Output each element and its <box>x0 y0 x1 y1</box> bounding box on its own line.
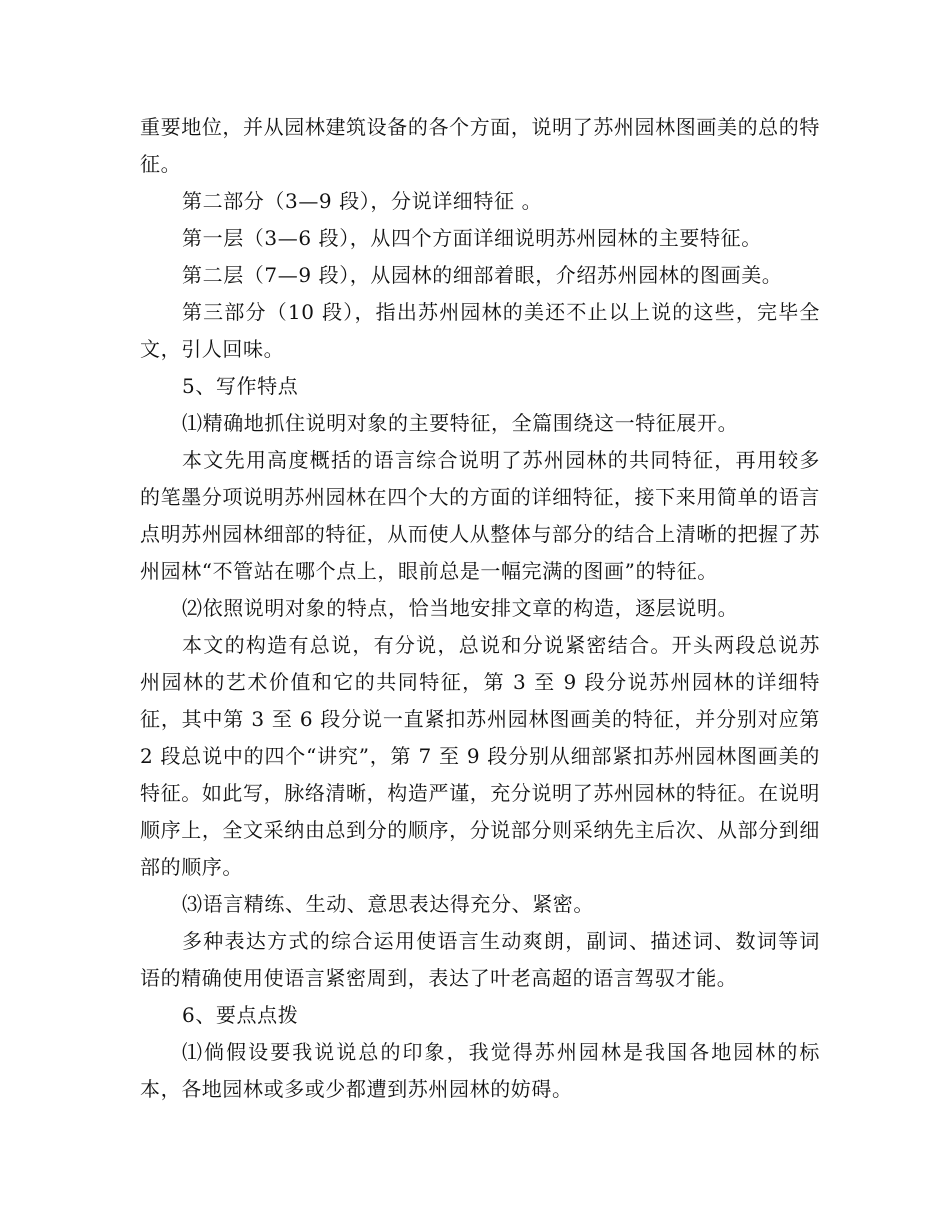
section-heading: 6、要点点拨 <box>182 1003 299 1027</box>
section-heading: 5、写作特点 <box>182 374 299 398</box>
paragraph: 重要地位，并从园林建筑设备的各个方面，说明了苏州园林图画美的总的特征。 <box>140 115 820 176</box>
paragraph: 本文先用高度概括的语言综合说明了苏州园林的共同特征，再用较多的笔墨分项说明苏州园林在四个大的方面的详细特征，接下来用简单的语言点明苏州园林细部的特征，从而使人从整体与部分的结合上清晰的把握了苏州园林“不管站在哪个点上，眼前总是一幅完满的图画”的特征。 <box>140 448 820 583</box>
paragraph: 第三部分（10 段），指出苏州园林的美还不止以上说的这些，完毕全文，引人回味。 <box>140 300 820 361</box>
numbered-point: ⑵依照说明对象的特点，恰当地安排文章的构造，逐层说明。 <box>182 596 739 620</box>
paragraph: 多种表达方式的综合运用使语言生动爽朗，副词、描述词、数词等词语的精确使用使语言紧密周到，表达了叶老高超的语言驾驭才能。 <box>140 929 820 990</box>
paragraph: 第二层（7—9 段），从园林的细部着眼，介绍苏州园林的图画美。 <box>182 263 783 287</box>
paragraph: 第一层（3—6 段），从四个方面详细说明苏州园林的主要特征。 <box>182 226 762 250</box>
paragraph: 本文的构造有总说，有分说，总说和分说紧密结合。开头两段总说苏州园林的艺术价值和它的共同特征，第 3 至 9 段分说苏州园林的详细特征，其中第 3 至 6 段分说一直紧扣苏州园林图画美的特征，并分别对应第 2 段总说中的四个“讲究”，第 7 至 9 段分别从细部紧扣苏州园林图画美的特征。如此写，脉络清晰，构造严谨，充分说明了苏州园林的特征。在说明顺序上，全文采纳由总到分的顺序，分说部分则采纳先主后次、从部分到细部的顺序。 <box>140 633 820 879</box>
document-body <box>140 109 820 1108</box>
numbered-point: ⑶语言精练、生动、意思表达得充分、紧密。 <box>182 892 594 916</box>
numbered-point: ⑴精确地抓住说明对象的主要特征，全篇围绕这一特征展开。 <box>182 411 739 435</box>
numbered-point: ⑴倘假设要我说说总的印象，我觉得苏州园林是我国各地园林的标本，各地园林或多或少都遭到苏州园林的妨碍。 <box>140 1040 820 1101</box>
section-heading: 第二部分（3—9 段），分说详细特征 。 <box>182 189 543 213</box>
